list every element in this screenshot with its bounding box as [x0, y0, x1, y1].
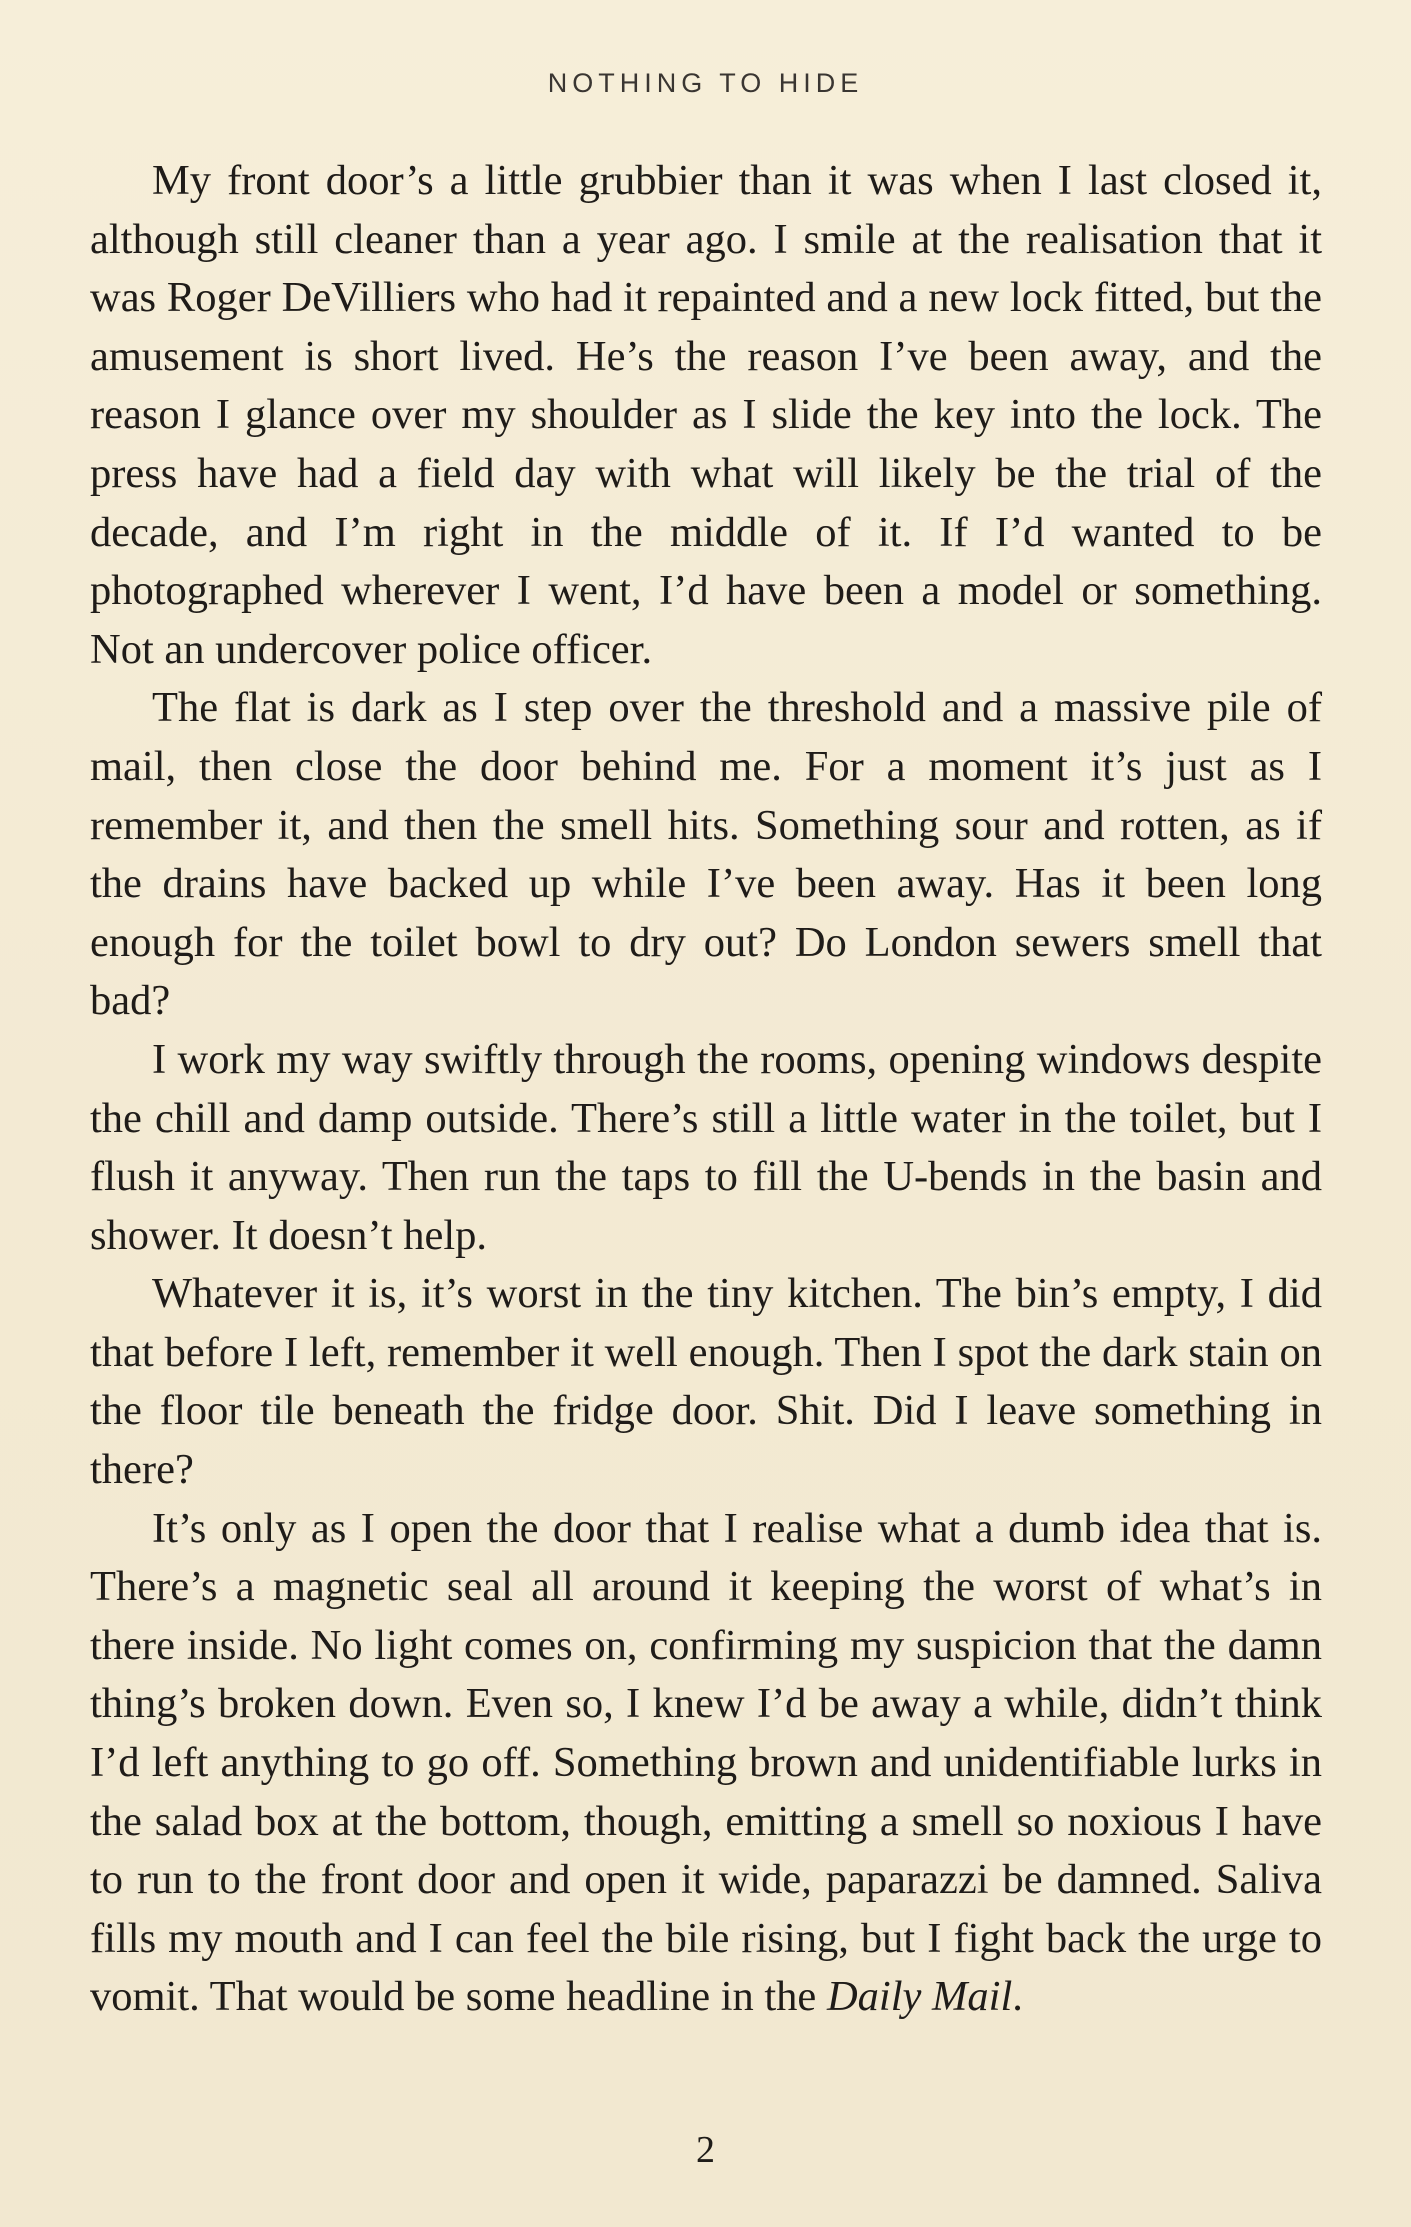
- paragraph: I work my way swiftly through the rooms, opening windows despite the chill and damp outside. There’s still a little water in the toilet, but I flush it anyway. Then run the taps to fill the U-bends in the basin and shower. It doesn’t help.: [90, 1035, 1322, 1259]
- paragraph-last: [90, 1500, 1322, 2027]
- paragraph: The flat is dark as I step over the threshold and a massive pile of mail, then close the door behind me. For a moment it’s just as I remember it, and then the smell hits. Something sour and rotten, as if the drains have backed up while I’ve been away. Has it been long enough for the toilet bowl to dry out? Do London sewers smell that bad?: [90, 684, 1322, 1025]
- closing-punctuation: .: [1012, 1973, 1023, 2021]
- paragraph: My front door’s a little grubbier than it was when I last closed it, although still cleaner than a year ago. I smile at the realisation that it was Roger DeVilliers who had it repainted and a new lock fitted, but the amusement is short lived. He’s the reason I’ve been away, and the reason I glance over my shoulder as I slide the key into the lock. The press have had a field day with what will likely be the trial of the decade, and I’m right in the middle of it. If I’d wanted to be photographed wherever I went, I’d have been a model or something. Not an undercover police officer.: [90, 157, 1322, 673]
- running-head: NOTHING TO HIDE: [547, 68, 864, 98]
- paragraph-text: It’s only as I open the door that I realise what a dumb idea that is. There’s a magnetic seal all around it keeping the worst of what’s in there inside. No light comes on, confirming my suspicion that the damn thing’s broken down. Even so, I knew I’d be away a while, didn’t think I’d left anything to go off. Something brown and unidentifiable lurks in the salad box at the bottom, though, emitting a smell so noxious I have to run to the front door and open it wide, paparazzi be damned. Saliva fills my mouth and I can feel the bile rising, but I fight back the urge to vomit. That would be some headline in the: [90, 1504, 1322, 2021]
- paragraph: Whatever it is, it’s worst in the tiny kitchen. The bin’s empty, I did that before I left, remember it well enough. Then I spot the dark stain on the floor tile beneath the fridge door. Shit. Did I leave something in there?: [90, 1270, 1322, 1494]
- newspaper-title: Daily Mail: [826, 1973, 1013, 2021]
- page-number: 2: [696, 2129, 715, 2171]
- body-text: [90, 152, 1322, 2027]
